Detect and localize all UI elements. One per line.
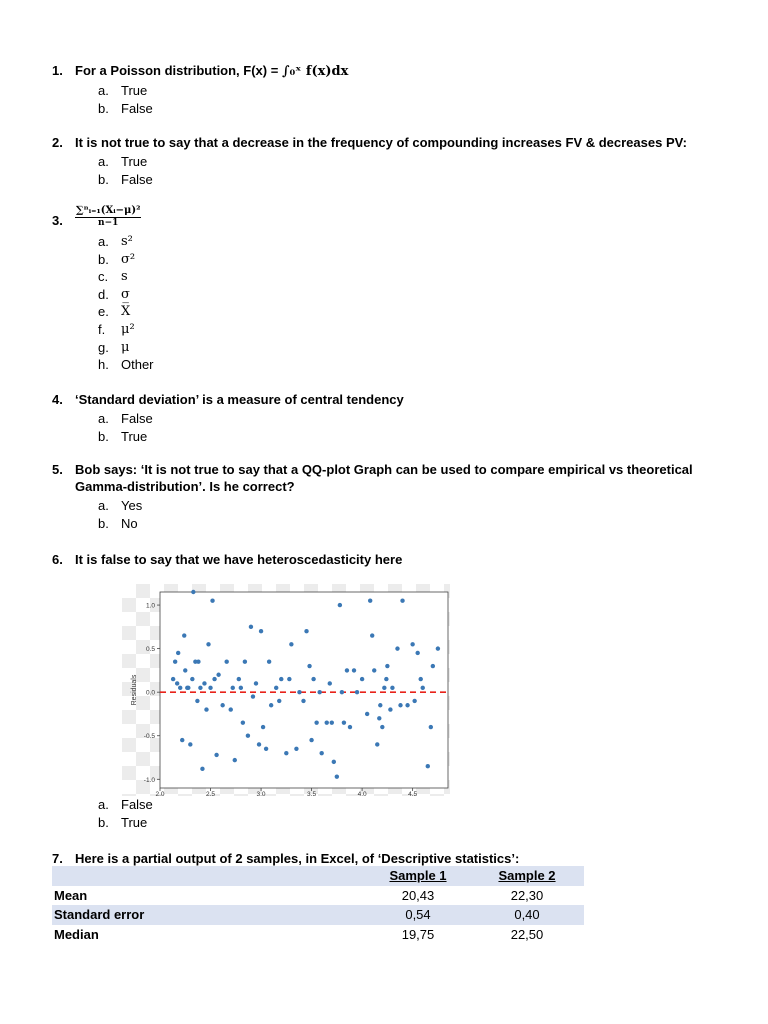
y-tick-label: 0.0 [145,689,155,697]
question-4 [52,391,735,445]
residual-point [220,703,224,707]
residual-point [202,681,206,685]
checker-tile [220,794,234,796]
option-c[interactable]: c. s [98,269,128,285]
residual-point [431,664,435,668]
option-d[interactable]: d. σ [98,286,130,302]
residual-point [269,703,273,707]
row-label: Mean [54,887,88,903]
checker-tile [136,710,150,724]
residual-point [239,686,243,690]
residual-point [231,686,235,690]
option-a[interactable]: a. True [98,83,148,98]
residual-point [388,707,392,711]
residual-point [311,677,315,681]
residual-point [421,686,425,690]
question-text: ‘Standard deviation’ is a measure of central tendency [75,392,404,407]
residual-point [426,764,430,768]
plot-frame [160,592,448,788]
question-number: 6. [52,552,63,567]
checker-tile [136,626,150,640]
checker-tile [332,794,346,796]
checker-tile [136,584,150,598]
formula-numerator: ∑ⁿᵢ₌₁(Xᵢ−μ)² [76,205,141,216]
question-number: 2. [52,135,63,150]
residual-point [188,742,192,746]
residual-point [405,703,409,707]
residual-point [180,738,184,742]
residual-point [412,699,416,703]
residual-point [398,703,402,707]
question-text: For a Poisson distribution, F(x) = [75,63,279,78]
checker-tile [136,696,150,710]
checker-tile [122,584,136,598]
checker-tile [122,626,136,640]
residual-point [307,664,311,668]
option-b[interactable]: b. No [98,515,138,531]
residual-point [216,673,220,677]
option-b[interactable]: b. σ² [98,251,136,267]
residual-point [229,707,233,711]
residual-point [419,677,423,681]
option-b[interactable]: b. True [98,814,148,830]
option-a[interactable]: a. True [98,154,148,169]
residual-point [243,659,247,663]
residual-point [400,599,404,603]
question-7 [52,850,735,867]
residual-point [237,677,241,681]
option-h[interactable]: h. Other [98,357,154,373]
options [98,497,735,532]
checker-tile [122,710,136,724]
residual-point [348,725,352,729]
options [98,410,735,445]
residual-point [182,633,186,637]
question-3 [52,205,154,374]
x-tick-label: 4.0 [357,791,367,796]
question-number: 3. [52,213,63,228]
option-e[interactable]: e. X̅ [98,304,131,320]
checker-tile [416,794,430,796]
checker-tile [136,668,150,682]
residual-point [254,681,258,685]
checker-tile [136,612,150,626]
residual-point [289,642,293,646]
residual-point [390,686,394,690]
residual-point [259,629,263,633]
checker-tile [290,794,304,796]
header-sample-1: Sample 1 [366,866,470,886]
residual-point [176,651,180,655]
residual-point [173,659,177,663]
residual-point [375,742,379,746]
residual-point [267,659,271,663]
y-tick-label: 1.0 [145,602,155,610]
option-a[interactable]: a. False [98,797,153,812]
y-tick-label: -1.0 [143,776,155,784]
residual-point [200,767,204,771]
residual-point [175,681,179,685]
options [98,82,735,117]
residual-point [352,668,356,672]
checker-tile [122,640,136,654]
table-row [52,905,584,925]
checker-tile [192,794,206,796]
header-sample-2: Sample 2 [470,866,584,886]
question-6 [52,551,735,568]
cell-sample-1: 20,43 [401,887,435,903]
question-number: 7. [52,851,63,866]
option-a[interactable]: a. Yes [98,498,143,513]
option-g[interactable]: g. μ [98,339,130,355]
residual-point [210,599,214,603]
residual-point [261,725,265,729]
cell-sample-2: 0,40 [470,905,584,925]
x-tick-label: 4.5 [408,791,418,796]
question-6-options [52,796,153,831]
residual-point [301,699,305,703]
residual-point [385,664,389,668]
x-tick-label: 3.5 [307,791,317,796]
residual-point [382,686,386,690]
residual-point [264,747,268,751]
checker-tile [122,738,136,752]
residual-plot [122,584,450,796]
option-a[interactable]: a. s² [98,234,133,249]
residual-point [224,659,228,663]
residual-point [330,720,334,724]
residual-point [195,699,199,703]
residual-point [190,677,194,681]
residual-point [297,690,301,694]
checker-tile [122,654,136,668]
residual-point [378,703,382,707]
checker-tile [178,794,192,796]
residual-point [384,677,388,681]
row-label: Median [54,926,99,942]
x-tick-label: 2.5 [206,791,216,796]
residual-point [319,751,323,755]
option-b[interactable]: b. False [98,171,153,187]
residual-point [342,720,346,724]
options [98,796,153,831]
residual-point [415,651,419,655]
y-tick-label: -0.5 [143,733,155,741]
residual-point [277,699,281,703]
checker-tile [122,724,136,738]
residual-point [335,774,339,778]
residual-point [395,646,399,650]
checker-tile [234,794,248,796]
descriptive-statistics-table [52,866,584,944]
residual-point [328,681,332,685]
residual-point [410,642,414,646]
question-1 [52,62,735,117]
residual-point [249,625,253,629]
option-b[interactable]: b. True [98,428,148,444]
residual-point [257,742,261,746]
option-b[interactable]: b. False [98,100,153,116]
residual-point [429,725,433,729]
residual-point [251,694,255,698]
residual-point [183,668,187,672]
cell-sample-1: 0,54 [366,905,470,925]
residual-point [186,686,190,690]
checker-tile [276,794,290,796]
checker-tile [388,794,402,796]
residual-point [355,690,359,694]
x-tick-label: 2.0 [155,791,165,796]
checker-tile [444,794,450,796]
checker-tile [122,598,136,612]
question-text: Here is a partial output of 2 samples, in Excel, of ‘Descriptive statistics’: [75,851,520,866]
checker-tile [374,794,388,796]
cell-sample-2: 22,30 [510,887,544,903]
options [98,233,154,374]
table-header-row [52,866,584,886]
residual-point [372,668,376,672]
residual-point [171,677,175,681]
residual-point [233,758,237,762]
question-text: It is not true to say that a decrease in the frequency of compounding increases FV & decreases PV: [75,135,687,150]
y-tick-label: 0.5 [145,646,155,654]
residual-point [287,677,291,681]
residual-point [365,712,369,716]
residual-point [198,686,202,690]
residual-point [314,720,318,724]
checker-tile [122,752,136,766]
formula-denominator: n−1 [98,218,119,228]
residual-point [325,720,329,724]
residual-point [380,725,384,729]
checker-tile [122,612,136,626]
residual-point [377,716,381,720]
question-number: 1. [52,63,63,78]
residual-point [332,760,336,764]
residual-point [204,707,208,711]
options [98,153,735,188]
option-f[interactable]: f. μ² [98,321,135,337]
checker-tile [122,766,136,780]
checker-tile [136,654,150,668]
residual-point [206,642,210,646]
residual-point [370,633,374,637]
residual-point [279,677,283,681]
residual-point [178,686,182,690]
question-text: Bob says: ‘It is not true to say that a QQ-plot Graph can be used to compare empirical vs theoretical Gamma-distribution’. Is he correct? [75,462,693,494]
question-2 [52,134,735,188]
checker-tile [164,794,178,796]
row-label: Standard error [52,905,366,925]
residual-point [294,747,298,751]
option-a[interactable]: a. False [98,411,153,426]
cell-sample-2: 22,50 [510,926,544,942]
residual-point [241,720,245,724]
residual-scatter-chart [122,584,450,796]
residual-point [196,659,200,663]
residual-point [317,690,321,694]
residual-point [309,738,313,742]
residual-point [284,751,288,755]
residual-point [436,646,440,650]
x-tick-label: 3.0 [256,791,266,796]
question-number: 4. [52,392,63,407]
checker-tile [430,794,444,796]
residual-point [214,753,218,757]
residual-point [340,690,344,694]
residual-point [191,590,195,594]
residual-point [368,599,372,603]
question-5 [52,461,735,532]
residual-point [360,677,364,681]
residual-point [345,668,349,672]
residual-point [304,629,308,633]
integral-formula: ∫₀ˣ f(x)dx [281,64,349,79]
y-axis-label: Residuals [131,674,138,706]
cell-sample-1: 19,75 [401,926,435,942]
checker-tile [318,794,332,796]
residual-point [274,686,278,690]
question-text: It is false to say that we have heteroscedasticity here [75,552,403,567]
residual-point [246,734,250,738]
table-row [52,886,584,906]
residual-point [338,603,342,607]
table-row [52,925,584,945]
residual-point [208,686,212,690]
variance-formula [75,205,141,229]
question-number: 5. [52,462,63,477]
residual-point [212,677,216,681]
checker-tile [122,780,136,794]
checker-tile [136,752,150,766]
